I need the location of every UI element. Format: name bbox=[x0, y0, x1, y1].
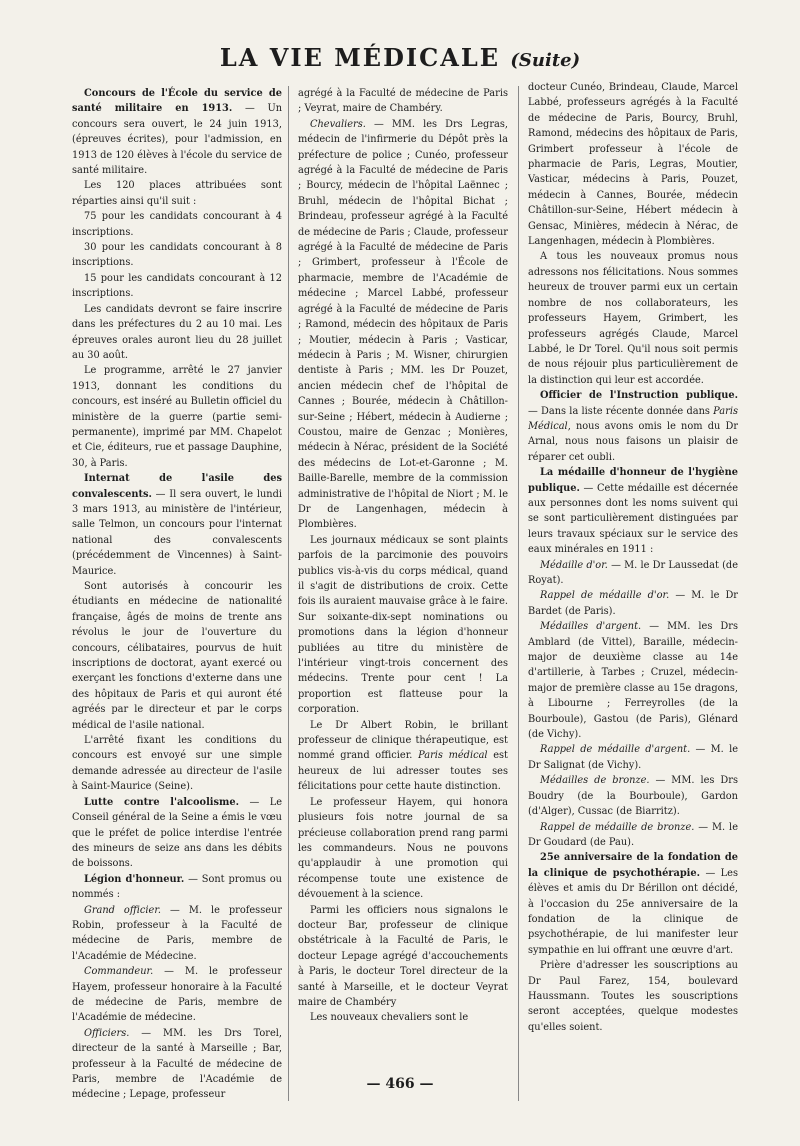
paragraph-heading: La médaille d'honneur de l'hygiène publique. bbox=[528, 467, 738, 494]
paragraph-text: 30 pour les candidats concourant à 8 inscriptions. bbox=[72, 242, 282, 269]
column-1 bbox=[72, 86, 282, 1101]
paragraph-text: Les journaux médicaux se sont plaints parfois de la parcimonie des pouvoirs publics vis-à-vis du corps médical, quand il s'agit de distributions de croix. Cette fois ils auraient mauvaise grâce à le faire. Sur soixante-dix-sept nominations ou promotions dans la légion d'honneur publiées au titre du ministère de l'intérieur vingt-trois concernent des médecins. Trente pour cent ! La proportion est flatteuse pour la corporation. bbox=[298, 534, 508, 716]
page-title bbox=[0, 38, 800, 81]
paragraph-text: Le programme, arrêté le 27 janvier 1913, donnant les conditions du concours, est inséré au Bulletin officiel du ministère de la guerre (partie semi-permanente), imprimé par MM. Chapelot et Cie, éditeurs, rue et passage Dauphine, 30, à Paris. bbox=[72, 365, 282, 469]
paragraph-text: Les candidats devront se faire inscrire dans les préfectures du 2 au 10 mai. Les épreuves orales auront lieu du 28 juillet au 30 août. bbox=[72, 303, 282, 361]
paragraph-text: — MM. les Drs Torel, directeur de la santé à Marseille ; Bar, professeur à la Faculté de médecine de Paris, membre de l'Académie de médecine ; Lepage, professeur bbox=[72, 1027, 282, 1101]
article-paragraph bbox=[72, 86, 282, 178]
paragraph-text: — M. le Dr Salignat (de Vichy). bbox=[528, 744, 738, 771]
article-paragraph bbox=[528, 558, 738, 589]
paragraph-text: A tous les nouveaux promus nous adressons nos félicitations. Nous sommes heureux de trouver parmi eux un certain nombre de nos collaborateurs, les professeurs Hayem, Grimbert, les professeurs agrégés Claude, Marcel Labbé, le Dr Torel. Qu'il nous soit permis de nous réjouir plus particulièrement de la distinction qui leur est accordée. bbox=[528, 251, 738, 386]
paragraph-text: Parmi les officiers nous signalons le docteur Bar, professeur de clinique obstétricale à la Faculté de Paris, le docteur Lepage agrégé d'accouchements à Paris, le docteur Torel directeur de la santé à Marseille, et le docteur Veyrat maire de Chambéry bbox=[298, 904, 508, 1008]
paragraph-text: Les nouveaux chevaliers sont le bbox=[310, 1012, 469, 1024]
article-paragraph bbox=[298, 718, 508, 795]
paragraph-lead: Grand officier. bbox=[84, 904, 162, 916]
article-paragraph bbox=[528, 588, 738, 619]
paragraph-heading: Lutte contre l'alcoolisme. bbox=[84, 796, 240, 808]
paragraph-emphasis: Paris médical bbox=[418, 750, 488, 762]
article-paragraph bbox=[528, 249, 738, 388]
article-paragraph bbox=[72, 733, 282, 795]
paragraph-text: — M. le professeur Robin, professeur à la Faculté de médecine de Paris, membre de l'Académie de Médecine. bbox=[72, 904, 282, 962]
page-title-main: LA VIE MÉDICALE bbox=[219, 43, 501, 72]
paragraph-emphasis: Paris Médical bbox=[528, 405, 738, 432]
article-paragraph bbox=[528, 850, 738, 958]
paragraph-text: — Cette médaille est décernée aux personnes dont les noms suivent qui se sont particulièrement distinguées par leurs travaux spéciaux sur le service des eaux minérales en 1911 : bbox=[528, 482, 738, 556]
paragraph-text: Le professeur Hayem, qui honora plusieurs fois notre journal de sa précieuse collaboration prend rang parmi les commandeurs. Nous ne pouvons qu'applaudir à une promotion qui récompense toute une existence de dévouement à la science. bbox=[298, 796, 508, 901]
paragraph-lead: Médaille d'or. bbox=[540, 559, 608, 571]
article-paragraph bbox=[298, 795, 508, 903]
paragraph-heading: Concours de l'École du service de santé militaire en 1913. bbox=[72, 88, 282, 115]
paragraph-text: est heureux de lui adresser toutes ses félicitations pour cette haute distinction. bbox=[298, 750, 508, 793]
article-paragraph bbox=[528, 388, 738, 465]
column-divider bbox=[518, 86, 519, 1101]
page-number: — 466 — bbox=[366, 1076, 434, 1092]
paragraph-text: — M. le Dr Laussedat (de Royat). bbox=[528, 559, 738, 586]
article-paragraph bbox=[72, 209, 282, 240]
page-title-suite: (Suite) bbox=[510, 50, 581, 71]
paragraph-heading: Officier de l'Instruction publique. bbox=[540, 390, 738, 402]
paragraph-text: — Sont promus ou nommés : bbox=[72, 873, 282, 901]
paragraph-lead: Rappel de médaille de bronze. bbox=[540, 821, 695, 833]
paragraph-text: — Le Conseil général de la Seine a émis le vœu que le préfet de police interdise l'entrée des mineurs de seize ans dans les débits de boissons. bbox=[72, 796, 282, 870]
paragraph-text: — M. le Dr Bardet (de Paris). bbox=[528, 590, 738, 617]
paragraph-lead: Rappel de médaille d'or. bbox=[540, 590, 670, 602]
paragraph-text: docteur Cunéo, Brindeau, Claude, Marcel Labbé, professeurs agrégés à la Faculté de médecine de Paris, Bourcy, Bruhl, Ramond, médecins des hôpitaux de Paris, Grimbert professeur à l'école de pharmacie de Paris, Legras, Moutier, Vasticar, médecins à Paris, Pouzet, médecin à Cannes, Bourée, médecin Châtillon-sur-Seine, Hébert médecin à Gensac, Minières, médecin à Nérac, de Langenhagen, médecin à Plombières. bbox=[528, 82, 738, 248]
column-divider bbox=[288, 86, 289, 1101]
paragraph-text: 75 pour les candidats concourant à 4 inscriptions. bbox=[72, 211, 282, 238]
paragraph-text: — M. le Dr Goudard (de Pau). bbox=[528, 821, 738, 848]
article-paragraph bbox=[72, 240, 282, 271]
article-paragraph bbox=[298, 1010, 508, 1025]
paragraph-lead: Médailles de bronze. bbox=[540, 775, 650, 787]
article-paragraph bbox=[72, 964, 282, 1026]
article-paragraph bbox=[72, 795, 282, 872]
article-paragraph bbox=[298, 86, 508, 117]
paragraph-text: — M. le professeur Hayem, professeur honoraire à la Faculté de médecine de Paris, membre de l'Académie de médecine. bbox=[72, 966, 282, 1024]
paragraph-heading: Légion d'honneur. bbox=[84, 873, 185, 885]
paragraph-text: — Dans la liste récente donnée dans bbox=[528, 405, 714, 417]
article-paragraph bbox=[72, 178, 282, 209]
column-3 bbox=[528, 80, 738, 1095]
paragraph-text: — MM. les Drs Amblard (de Vittel), Baraille, médecin-major de deuxième classe au 14e d'artillerie, à Tarbes ; Cruzel, médecin-major de première classe au 15e dragons, à Libourne ; Ferreyrolles (de la Bourboule), Gastou (de Paris), Glénard (de Vichy). bbox=[528, 621, 738, 741]
column-2 bbox=[298, 86, 508, 1101]
paragraph-lead: Officiers. bbox=[84, 1027, 130, 1039]
paragraph-heading: Internat de l'asile des convalescents. bbox=[72, 473, 282, 500]
paragraph-lead: Commandeur. bbox=[84, 966, 154, 978]
article-paragraph bbox=[528, 820, 738, 851]
paragraph-text: L'arrêté fixant les conditions du concours est envoyé sur une simple demande adressée au directeur de l'asile à Saint-Maurice (Seine). bbox=[72, 735, 282, 793]
article-paragraph bbox=[528, 80, 738, 249]
paragraph-text: agrégé à la Faculté de médecine de Paris ; Veyrat, maire de Chambéry. bbox=[298, 88, 508, 115]
article-paragraph bbox=[528, 773, 738, 819]
article-paragraph bbox=[72, 363, 282, 471]
article-paragraph bbox=[72, 471, 282, 579]
paragraph-text: — MM. les Drs Boudry (de la Bourboule), Gardon (d'Alger), Cussac (de Biarritz). bbox=[528, 775, 738, 818]
paragraph-lead: Médailles d'argent. bbox=[540, 621, 642, 633]
paragraph-text: Les 120 places attribuées sont réparties ainsi qu'il suit : bbox=[72, 180, 282, 207]
paragraph-heading: 25e anniversaire de la fondation de la clinique de psychothérapie. bbox=[528, 852, 738, 879]
paragraph-lead: Rappel de médaille d'argent. bbox=[540, 744, 691, 756]
article-paragraph bbox=[298, 117, 508, 533]
article-paragraph bbox=[528, 958, 738, 1035]
article-paragraph bbox=[72, 579, 282, 733]
paragraph-text: — Les élèves et amis du Dr Bérillon ont décidé, à l'occasion du 25e anniversaire de la fondation de la clinique de psychothérapie, de lui manifester leur sympathie en lui offrant une œuvre d'art. bbox=[528, 867, 738, 956]
article-paragraph bbox=[528, 742, 738, 773]
paragraph-text: — MM. les Drs Legras, médecin de l'infirmerie du Dépôt près la préfecture de police ; Cunéo, professeur agrégé à la Faculté de médecine de Paris ; Bourcy, médecin de l'hôpital Laënnec ; Bruhl, médecin de l'hôpital Bichat ; Brindeau, professeur agrégé à la Faculté de médecine de Paris ; Claude, professeur agrégé à la Faculté de médecine de Paris ; Grimbert, professeur à l'École de pharmacie, membre de l'Académie de médecine ; Marcel Labbé, professeur agrégé à la Faculté de médecine de Paris ; Ramond, médecin des hôpitaux de Paris ; Moutier, médecin à Paris ; Vasticar, médecin à Paris ; M. Wisner, chirurgien dentiste à Paris ; MM. les Dr Pouzet, ancien médecin chef de l'hôpital de Cannes ; Bourée, médecin à Châtillon-sur-Seine ; Hébert, médecin à Audierne ; Coustou, maire de Genzac ; Monières, médecin à Nérac, président de la Société des médecins de Lot-et-Garonne ; M. Baille-Barelle, membre de la commission administrative de l'hôpital de Niort ; M. le Dr de Langenhagen, médecin à Plombières. bbox=[298, 118, 508, 531]
paragraph-text: Sont autorisés à concourir les étudiants en médecine de nationalité française, âgés de moins de trente ans révolus le jour de l'ouverture du concours, célibataires, pourvus de huit inscriptions de doctorat, ayant exercé ou exerçant les fonctions d'externe dans une des hôpitaux de Paris et qui auront été agréés par le directeur et par le corps médical de l'asile national. bbox=[72, 581, 282, 731]
paragraph-text: , nous avons omis le nom du Dr Arnal, nous nous faisons un plaisir de réparer cet oubli. bbox=[528, 420, 738, 463]
paragraph-text: — Un concours sera ouvert, le 24 juin 1913, (épreuves écrites), pour l'admission, en 1913 de 120 élèves à l'école du service de santé militaire. bbox=[72, 103, 282, 177]
article-paragraph bbox=[528, 619, 738, 742]
paragraph-text: 15 pour les candidats concourant à 12 inscriptions. bbox=[72, 272, 282, 300]
paragraph-lead: Chevaliers. bbox=[310, 118, 366, 130]
paragraph-text: — Il sera ouvert, le lundi 3 mars 1913, au ministère de l'intérieur, salle Telmon, un concours pour l'internat national des convalescents (précédemment de Vincennes) à Saint-Maurice. bbox=[72, 488, 282, 577]
article-paragraph bbox=[72, 271, 282, 302]
article-paragraph bbox=[298, 903, 508, 1011]
article-paragraph bbox=[298, 533, 508, 718]
article-paragraph bbox=[72, 302, 282, 364]
article-paragraph bbox=[72, 903, 282, 965]
paragraph-text: Prière d'adresser les souscriptions au Dr Paul Farez, 154, boulevard Haussmann. Toutes les souscriptions seront acceptées, quelque modestes qu'elles soient. bbox=[528, 960, 738, 1033]
article-paragraph bbox=[72, 872, 282, 903]
article-paragraph bbox=[528, 465, 738, 557]
paragraph-text: Le Dr Albert Robin, le brillant professeur de clinique thérapeutique, est nommé grand officier. bbox=[298, 719, 508, 762]
